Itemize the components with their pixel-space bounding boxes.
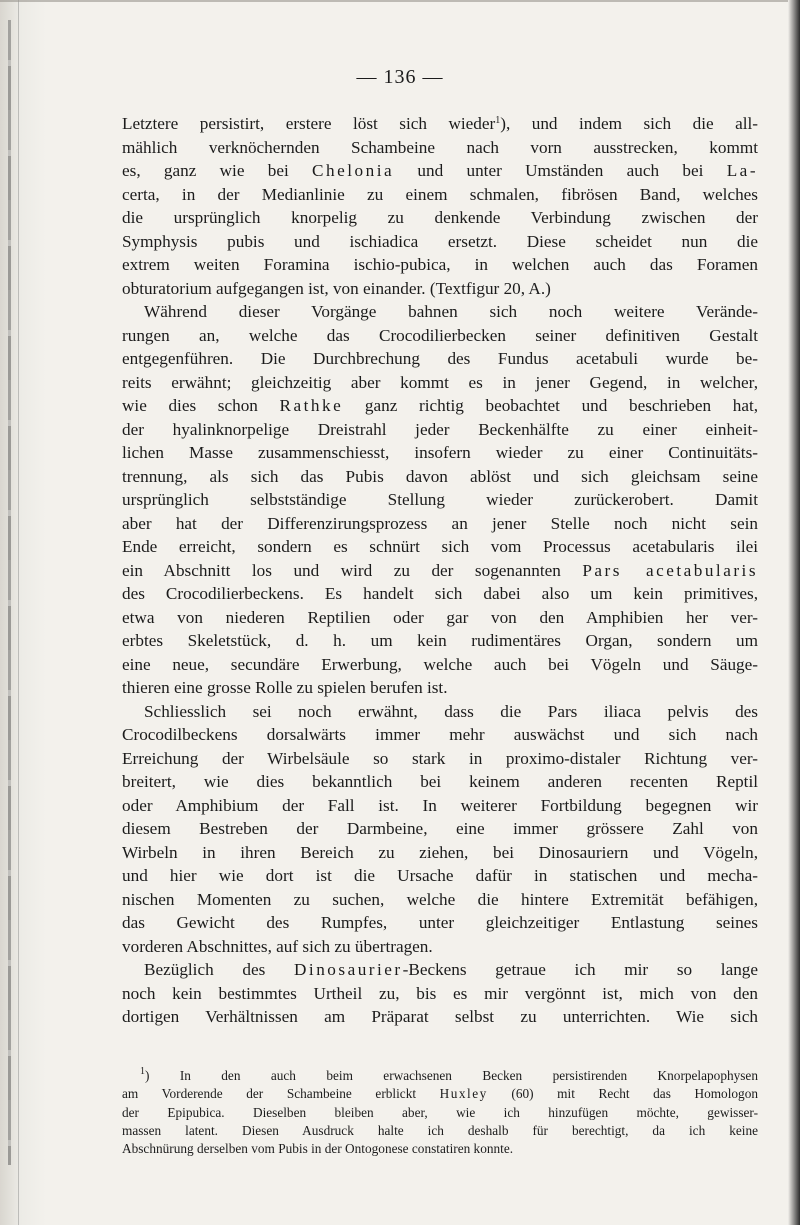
- scan-top-edge: [0, 0, 800, 2]
- text-line: dortigen Verhältnissen am Präparat selbst zu unterrichten. Wie sich: [122, 1007, 758, 1026]
- text-line: lichen Masse zusammenschiesst, insofern wieder zu einer Continuitäts-: [122, 443, 758, 462]
- text-line: certa, in der Medianlinie zu einem schmalen, fibrösen Band, welches: [122, 184, 758, 204]
- text-line: Erreichung der Wirbelsäule so stark in proximo-distaler Richtung ver-: [122, 748, 758, 768]
- spaced-name: Rathke: [279, 396, 344, 415]
- footnote-ref: 1: [495, 115, 501, 126]
- spaced-name: Chelonia: [312, 161, 395, 180]
- text-line: es, ganz wie bei Chelonia und unter Umständen auch bei La-: [122, 161, 759, 180]
- text-line: der hyalinknorpelige Dreistrahl jeder Beckenhälfte zu einer einheit-: [122, 419, 758, 439]
- text-line: des Crocodilierbeckens. Es handelt sich dabei also um kein primitives,: [122, 584, 758, 603]
- text-line: die ursprünglich knorpelig zu denkende Verbindung zwischen der: [122, 208, 758, 227]
- text-line: Während dieser Vorgänge bahnen sich noch weitere Verände-: [144, 302, 758, 321]
- footnote-marker: 1: [140, 1066, 145, 1077]
- text-line: entgegenführen. Die Durchbrechung des Fundus acetabuli wurde be-: [122, 349, 758, 368]
- text-line: thieren eine grosse Rolle zu spielen berufen ist.: [122, 678, 448, 697]
- text-line: oder Amphibium der Fall ist. In weiterer Fortbildung begegnen wir: [122, 795, 758, 815]
- text-line: eine neue, secundäre Erwerbung, welche auch bei Vögeln und Säuge-: [122, 654, 758, 674]
- text-line: obturatorium aufgegangen ist, von einander. (Textfigur 20, A.): [122, 278, 551, 298]
- text-line: Wirbeln in ihren Bereich zu ziehen, bei Dinosauriern und Vögeln,: [122, 842, 758, 862]
- text-line: Schliesslich sei noch erwähnt, dass die Pars iliaca pelvis des: [144, 701, 758, 721]
- text-line: das Gewicht des Rumpfes, unter gleichzeitiger Entlastung seines: [122, 913, 758, 932]
- spaced-name: Huxley: [439, 1086, 488, 1102]
- text-line: rungen an, welche das Crocodilierbecken seiner definitiven Gestalt: [122, 325, 758, 345]
- text-line: diesem Bestreben der Darmbeine, eine immer grössere Zahl von: [122, 819, 758, 838]
- text-line: noch kein bestimmtes Urtheil zu, bis es mir vergönnt ist, mich von den: [122, 983, 758, 1003]
- footnote-line: der Epipubica. Dieselben bleiben aber, wie ich hinzufügen möchte, gewisser-: [122, 1104, 758, 1120]
- text-line: etwa von niederen Reptilien oder gar von den Amphibien her ver-: [122, 607, 758, 627]
- text-line: ursprünglich selbstständige Stellung wieder zurückerobert. Damit: [122, 490, 758, 509]
- scan-right-edge: [788, 0, 800, 1225]
- text-line: wie dies schon Rathke ganz richtig beobachtet und beschrieben hat,: [122, 396, 759, 415]
- text-line: Symphysis pubis und ischiadica ersetzt. Diese scheidet nun die: [122, 231, 758, 251]
- footnote-line: Abschnürung derselben vom Pubis in der Ontogonese constatiren konnte.: [122, 1141, 514, 1157]
- scan-gutter-shadow: [0, 0, 46, 1225]
- text-line: Bezüglich des Dinosaurier-Beckens getraue ich mir so lange: [144, 960, 759, 979]
- spaced-name: Pars acetabularis: [582, 560, 759, 580]
- text-line: Ende erreicht, sondern es schnürt sich vom Processus acetabularis ilei: [122, 537, 758, 556]
- text-line: vorderen Abschnittes, auf sich zu übertragen.: [122, 936, 433, 956]
- body-text: [122, 112, 758, 1029]
- text-line: mählich verknöchernden Schambeine nach vorn ausstrecken, kommt: [122, 137, 758, 157]
- text-line: und hier wie dort ist die Ursache dafür in statischen und mecha-: [122, 866, 758, 885]
- text-line: breitert, wie dies bekanntlich bei keinem anderen recenten Reptil: [122, 772, 758, 791]
- text-line: reits erwähnt; gleichzeitig aber kommt es in jener Gegend, in welcher,: [122, 372, 758, 392]
- text-line: ein Abschnitt los und wird zu der sogenannten Pars acetabularis: [122, 560, 759, 580]
- footnote-line: $^1$) In den auch beim erwachsenen Becken persistirenden Knorpelapophysen: [140, 1066, 758, 1083]
- page-number: — 136 —: [356, 66, 444, 88]
- text-line: extrem weiten Foramina ischio-pubica, in welchen auch das Foramen: [122, 255, 758, 274]
- text-line: erbtes Skeletstück, d. h. um kein rudimentäres Organ, sondern um: [122, 631, 758, 650]
- text-line: nischen Momenten zu suchen, welche die hintere Extremität befähigen,: [122, 889, 758, 909]
- text-line: aber hat der Differenzirungsprozess an jener Stelle noch nicht sein: [122, 513, 758, 533]
- footnote-line: massen latent. Diesen Ausdruck halte ich deshalb für berechtigt, da ich keine: [122, 1122, 758, 1138]
- text-line: trennung, als sich das Pubis davon ablöst und sich gleichsam seine: [122, 466, 758, 486]
- text-line: Letztere persistirt, erstere löst sich wieder$^1$), und indem sich die all-: [122, 114, 758, 133]
- footnote: [122, 1067, 758, 1158]
- text-line: Crocodilbeckens dorsalwärts immer mehr auswächst und sich nach: [122, 725, 758, 744]
- footnote-line: am Vorderende der Schambeine erblickt Huxley (60) mit Recht das Homologon: [122, 1086, 758, 1102]
- spaced-name: Dinosaurier: [294, 960, 403, 979]
- spaced-name: La-: [726, 161, 759, 180]
